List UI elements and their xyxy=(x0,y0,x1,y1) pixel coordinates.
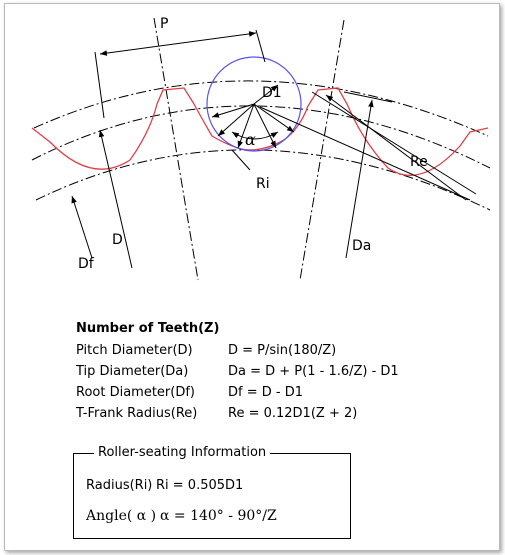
label-pitch-diameter: D xyxy=(112,232,123,248)
formula-label: Root Diameter(Df) xyxy=(76,385,196,400)
formula-label: T-Frank Radius(Re) xyxy=(76,406,198,421)
formula-title: Number of Teeth(Z) xyxy=(76,321,220,336)
formula-block xyxy=(76,318,399,424)
seating-radius-row xyxy=(86,478,243,493)
label-root-diameter: Df xyxy=(78,256,94,272)
formula-row xyxy=(76,340,399,361)
formula-row xyxy=(76,361,399,382)
label-seating-radius: Ri xyxy=(256,176,270,192)
seating-radius-leader xyxy=(232,150,250,170)
formula-expression: Re = 0.12D1(Z + 2) xyxy=(228,406,358,421)
seating-radius-expression: Ri = 0.505D1 xyxy=(156,478,244,493)
root-diameter-leader xyxy=(72,196,92,258)
centerline-right xyxy=(300,20,344,280)
frank-radius-lines xyxy=(260,92,476,200)
pitch-dimension xyxy=(95,30,265,118)
roller-seating-box xyxy=(73,445,351,539)
centerline-left xyxy=(154,18,198,280)
label-alpha: α xyxy=(245,130,256,149)
label-pitch: P xyxy=(160,16,169,32)
formula-row xyxy=(76,403,399,424)
seating-radius-label: Radius(Ri) xyxy=(86,478,153,493)
label-frank-radius: Re xyxy=(410,154,428,170)
formula-expression: Df = D - D1 xyxy=(228,385,303,400)
formula-label: Pitch Diameter(D) xyxy=(76,343,193,358)
seating-angle-row xyxy=(86,508,277,524)
formula-label: Tip Diameter(Da) xyxy=(76,364,189,379)
formula-expression: Da = D + P(1 - 1.6/Z) - D1 xyxy=(228,364,399,379)
seating-angle-expression: α = 140° - 90°/Z xyxy=(160,508,277,524)
formula-row xyxy=(76,382,399,403)
roller-seating-title: Roller-seating Information xyxy=(94,445,270,460)
label-tip-diameter: Da xyxy=(352,238,372,254)
label-roller-diameter: D1 xyxy=(262,85,282,101)
seating-angle-label: Angle( α ) xyxy=(86,508,157,524)
formula-expression: D = P/sin(180/Z) xyxy=(228,343,337,358)
